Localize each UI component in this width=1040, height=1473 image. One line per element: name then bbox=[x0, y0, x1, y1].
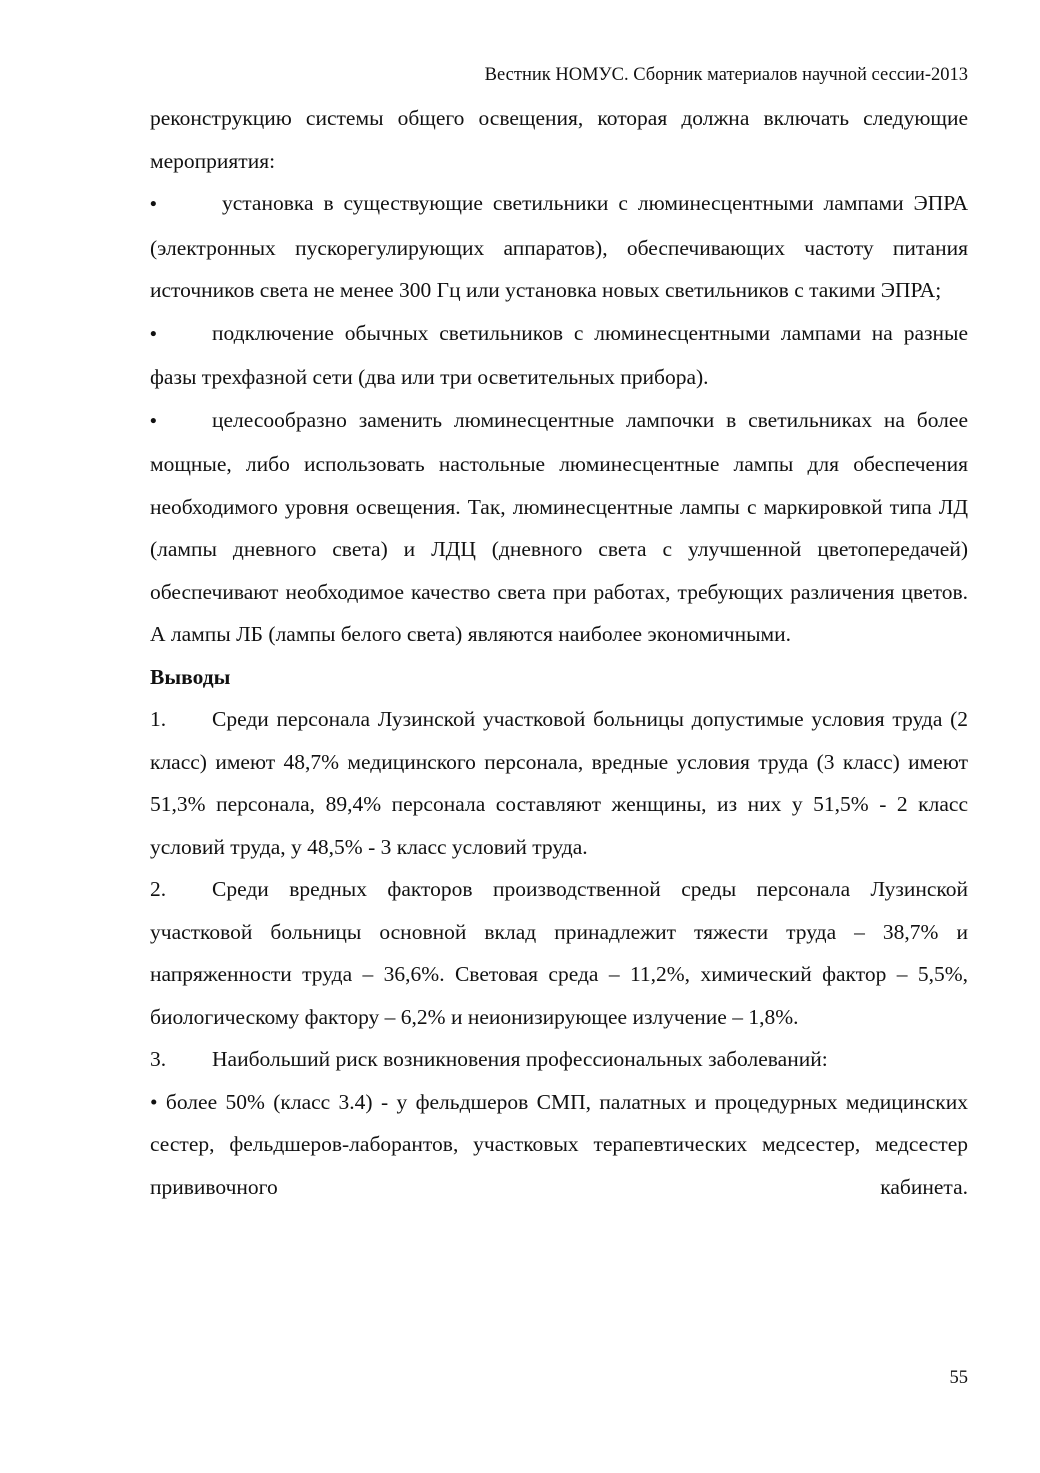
conclusion-text: Среди персонала Лузинской участковой больницы допустимые условия труда (2 класс) имеют 48,7% медицинского персонала, вредные условия труда (3 класс) имеют 51,3% персонала, 89,4% персонала составляют женщины, из них у 51,5% - 2 класс условий труда, у 48,5% - 3 класс условий труда. bbox=[150, 707, 968, 859]
conclusion-number: 2. bbox=[150, 877, 167, 901]
page-number: 55 bbox=[949, 1368, 968, 1388]
bullet-icon: • bbox=[150, 323, 157, 345]
conclusion-text: Наибольший риск возникновения профессиональных заболеваний: bbox=[212, 1047, 828, 1071]
running-header: Вестник НОМУС. Сборник материалов научной сессии-2013 bbox=[484, 65, 968, 85]
section-heading: Выводы bbox=[150, 664, 231, 689]
conclusion-item bbox=[150, 1038, 968, 1081]
conclusion-number: 1. bbox=[150, 707, 167, 731]
bullet-text: установка в существующие светильники с люминесцентными лампами ЭПРА (электронных пускорегулирующих аппаратов), обеспечивающих частоту питания источников света не менее 300 Гц или установка новых светильников с такими ЭПРА; bbox=[150, 191, 968, 302]
bullet-item bbox=[150, 399, 968, 656]
conclusion-item bbox=[150, 868, 968, 1038]
bullet-item bbox=[150, 312, 968, 399]
bullet-text: подключение обычных светильников с люминесцентными лампами на разные фазы трехфазной сети (два или три осветительных прибора). bbox=[150, 320, 968, 389]
bullet-icon: • bbox=[150, 410, 157, 432]
page-body bbox=[150, 97, 968, 1208]
bullet-item bbox=[150, 182, 968, 312]
bullet-icon: • bbox=[150, 194, 157, 215]
conclusion-item bbox=[150, 698, 968, 868]
conclusion-text: Среди вредных факторов производственной среды персонала Лузинской участковой больницы основной вклад принадлежит тяжести труда – 38,7% и напряженности труда – 36,6%. Световая среда – 11,2%, химический фактор – 5,5%, биологическому фактору – 6,2% и неионизирующее излучение – 1,8%. bbox=[150, 877, 968, 1029]
bullet-text: целесообразно заменить люминесцентные лампочки в светильниках на более мощные, либо использовать настольные люминесцентные лампы для обеспечения необходимого уровня освещения. Так, люминесцентные лампы с маркировкой типа ЛД (лампы дневного света) и ЛДЦ (дневного света с улучшенной цветопередачей) обеспечивают необходимое качество света при работах, требующих различения цветов. А лампы ЛБ (лампы белого света) являются наиболее экономичными. bbox=[150, 407, 968, 646]
conclusion-continuation: • более 50% (класс 3.4) - у фельдшеров СМП, палатных и процедурных медицинских сестер, фельдшеров-лаборантов, участковых терапевтических медсестер, медсестер прививочного кабинета. bbox=[150, 1089, 968, 1199]
intro-paragraph: реконструкцию системы общего освещения, которая должна включать следующие мероприятия: bbox=[150, 106, 968, 173]
conclusion-number: 3. bbox=[150, 1047, 167, 1071]
